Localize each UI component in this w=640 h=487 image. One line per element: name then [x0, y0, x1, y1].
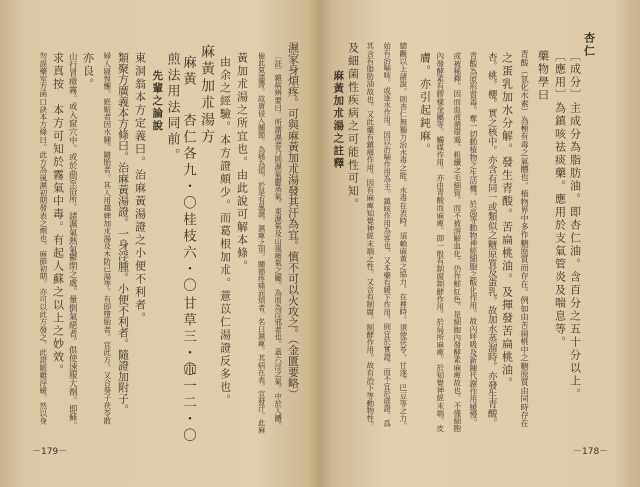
text-column: 始有治喘咳。或逐水作用。因以治喘作用為主。鎮咳作用為客也。又本藥有緩下作用。則宜於實證。而不宜於虛證。爲: [382, 42, 392, 427]
text-column: 及細菌性疾病之可能性可知。: [346, 42, 360, 211]
text-column: 〔應用〕為鎮咳祛痰藥。應用於支氣管炎及喘息等。: [553, 50, 567, 349]
text-column: 儉此氣濡滯。故唐侵入關節。為痛為煩。於是有風濕。濕痺之別。關節疼痛而煩者。名曰濕痺。其病在表。宜發汗。此麻: [257, 52, 267, 434]
page-number: －178－: [573, 447, 609, 457]
page-number: －179－: [32, 447, 68, 457]
text-column: 內發酵素有膠樣金屬等。觸媒作用。亦由青酸而麻痺。即一般有制腐制酵作用。於局所麻痺。於知覺神經末端。皮: [435, 52, 445, 432]
ingredient: 桂枝六・〇: [180, 212, 196, 295]
text-column: 總觀以上諸說。則杏仁無獨力治水毒之能。水毒在表時。須賴麻黃之協力。在裡時。須使茯苓。甘遂。巴豆等之力。: [398, 42, 408, 430]
text-column: 〔成分〕主成分為脂肪油。即杏仁油。含百分之五十分以上。: [568, 50, 582, 401]
text-column: 東洞翁本方定義曰。治麻黃湯證之小便不利者。: [133, 52, 147, 325]
text-column: 或被稀釋。因而血液循環遏。粗纖之毛細管。而不被溶解血化。仍作鮮紅色。是細胞內發酵素麻痺故也。不僅細胞: [452, 52, 462, 432]
ingredient: 甘草三・〇: [180, 296, 196, 379]
text-column: 求真按 本方可知於霧氣中毒。有起人蘇之以上之妙效。: [51, 52, 65, 377]
text-column: 〔註〕雜病辨要曰。所謂濕者乃則濕氣鬱蒸氣。東濕氣及山嵐瘴氣之屬。為而為淫邪者也。蓋六淫之氣。中於人體。: [273, 52, 283, 430]
heading-xingren: 杏仁: [582, 32, 596, 58]
text-column: 藥物學曰: [536, 50, 550, 102]
ingredient: 杏仁各九・〇: [180, 113, 196, 212]
formula-title: 麻黃加朮湯方: [199, 44, 215, 146]
text-column: 煎法用法同前。: [164, 52, 180, 164]
text-column: 其含有脂肪油故也。又此藥有鎮痛作用。因有麻痺知覺神經末端之性。又含有制腐。制酵作用。故有治下等動物性。: [365, 42, 375, 430]
text-column: 山行冒瘴霧。或入窟穴中。或於曲室浴所。諸濕氣熱氣鬱閉之處。暈倒氣絕者。俱使速服大劑。即蘇。: [68, 52, 79, 430]
ingredient: 麻黃: [180, 55, 196, 88]
text-column: 之蛋乳加水分解。發生青酸。苦扁桃油。及揮發苦扁桃油。: [500, 52, 514, 390]
text-column: 膚。亦引起鈍麻。: [418, 52, 432, 156]
section-heading: 麻黃加朮湯之註釋: [332, 70, 345, 170]
text-column: 勿誤藥室方函口訣本方條曰。此方為風濕初期發表之劑也。麻節初期。亦可以此方發之。此證脈雖浮緩。然以身: [38, 52, 48, 425]
text-column: 黃加朮湯之所宜也。由此說可解本條。: [235, 52, 249, 273]
text-column: 亦良。: [81, 52, 95, 91]
text-column: 婦人寢惶慚。姙娠者因水腫。隨胎者。其人用越婢加朮湯及木防已湯等。有即墮胎者。宜此方。又合葵子茯苓散: [102, 52, 112, 425]
ingredient: 朮一二・〇: [180, 362, 196, 445]
text-column: 類聚方廣義本方條曰。治麻黃湯證。一身浮腫。小便不利者。隨證加附子。: [116, 52, 130, 415]
text-column: 青酸為原形質毒。奪一切動植物之生活機。於高等動物神經細胞之酸化作用。故內呼吸及新陳代謝作用緩慢。: [468, 52, 478, 427]
text-column: 由余之經驗。本方證頗少。而葛根加朮。薏苡仁湯證反多也。: [218, 56, 232, 407]
text-column: 杏。桃。櫻。實之核中。亦含有同一或類似之糖原質及蛋乳。故加水蒸溜時。亦發生青酸。: [485, 52, 497, 428]
text-column: 濕家身煩疼。可與麻黃加朮湯發其汗為宜。慎不可以火攻之。（金匱要略）: [286, 42, 300, 400]
text-column: 青酸（氫化水素）為極有毒之氣體也。植物界中多作糖原質而存在。例如由苦扁桃中之糖原質由同時存在: [520, 50, 531, 428]
section-heading: 先輩之論說: [151, 70, 164, 133]
